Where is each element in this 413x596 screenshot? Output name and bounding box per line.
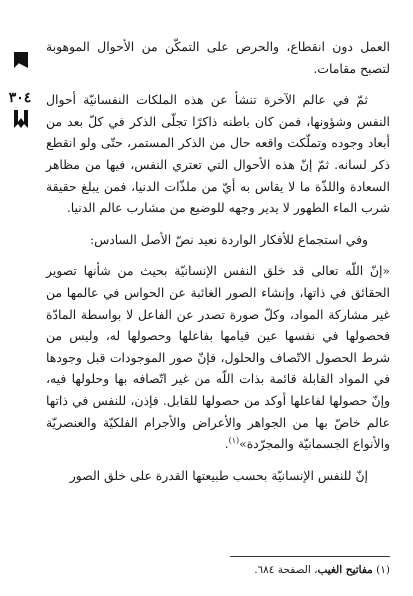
paragraph-3: وفي استجماع للأفكار الواردة نعيد نصّ الأصل السادس: bbox=[89, 231, 368, 247]
page-margin bbox=[0, 0, 40, 596]
quote-text: «إنّ اللّه تعالى قد خلق النفس الإنسانيّة بحيث من شأنها تصوير الحقائق في ذاتها، وإنشاء الصور الغائبة عن الحواس في عالمها من غير مشاركة المواد، وكلّ صورة تصدر عن الفاعل لا بواسطة المادّة فحصولها في نفسها عين قيامها بفاعلها وحصولها له، وليس من شرط الحصول الاتّصاف والحلول، فإنّ صور الموجودات قبل وجودها في المواد القابلة قائمة بذات اللّه من غير اتّصافه بها وحلولها فيه، وإنّ حصولها لفاعلها أوكد من حصولها للقابل. فإذن، للنفس في ذاتها عالم خاصّ بها من الجواهر والأعراض والأجرام الفلكيّة والعنصريّة والأنواع الجسمانيّة والمجرّدة» bbox=[46, 263, 390, 452]
page-number: ٣٠٤ bbox=[8, 90, 32, 106]
footnote-divider bbox=[230, 556, 390, 557]
footnote-source-page: ، الصفحة ٦٨٤. bbox=[254, 564, 318, 576]
main-text bbox=[46, 36, 390, 486]
paragraph-1: العمل دون انقطاع، والحرص على التمكّن من الأحوال الموهوبة لتصبح مقامات. bbox=[46, 39, 390, 76]
footnote-number: (١) bbox=[376, 564, 390, 576]
footnote-source-title: مفاتيح الغيب bbox=[317, 564, 373, 576]
footnote bbox=[46, 562, 390, 578]
page-ornament-icon bbox=[12, 108, 30, 130]
footnote-reference[interactable]: (١) bbox=[228, 435, 240, 445]
paragraph-4: إنّ للنفس الإنسانيّة بحسب طبيعتها القدرة على خلق الصور bbox=[69, 467, 368, 483]
paragraph-2: ثمّ في عالم الآخرة تنشأ عن هذه الملكات النفسانيّة أحوال النفس وشؤونها، فمن كان باطنه ذاكرًا تجلّى الذكر في كلّ بعد من أبعاد وجوده وتملّكت واقعه حال من الذكر المستمر، حتّى ولو انقطع ذكر لسانه. ثمّ إنّ هذه الأحوال التي تعتري النفس، فيها من مظاهر السعادة واللذّة ما لا يقاس به أيّ من ملذّات الدنيا، فمن يبلغ حقيقة شرب الماء الطهور لا يدير وجهه للوضيع من مشارب عالم الدنيا. bbox=[46, 92, 390, 216]
bookmark-tab-icon bbox=[14, 52, 28, 68]
quoted-principle: «إنّ اللّه تعالى قد خلق النفس الإنسانيّة بحيث من شأنها تصوير الحقائق في ذاتها، وإنشاء الصور الغائبة عن الحواس في عالمها من غير مشاركة المواد، وكلّ صورة تصدر عن الفاعل لا بواسطة المادّة فحصولها في نفسها عين قيامها بفاعلها وحصولها له، وليس من شرط الحصول الاتّصاف والحلول، فإنّ صور الموجودات قبل وجودها في المواد القابلة قائمة بذات اللّه من غير اتّصافه بها وحلولها فيه، وإنّ حصولها لفاعلها أوكد من حصولها للقابل. فإذن، للنفس في ذاتها عالم خاصّ بها من الجواهر والأعراض والأجرام الفلكيّة والعنصريّة والأنواع الجسمانيّة والمجرّدة»$^{(١)}$. bbox=[46, 263, 390, 452]
